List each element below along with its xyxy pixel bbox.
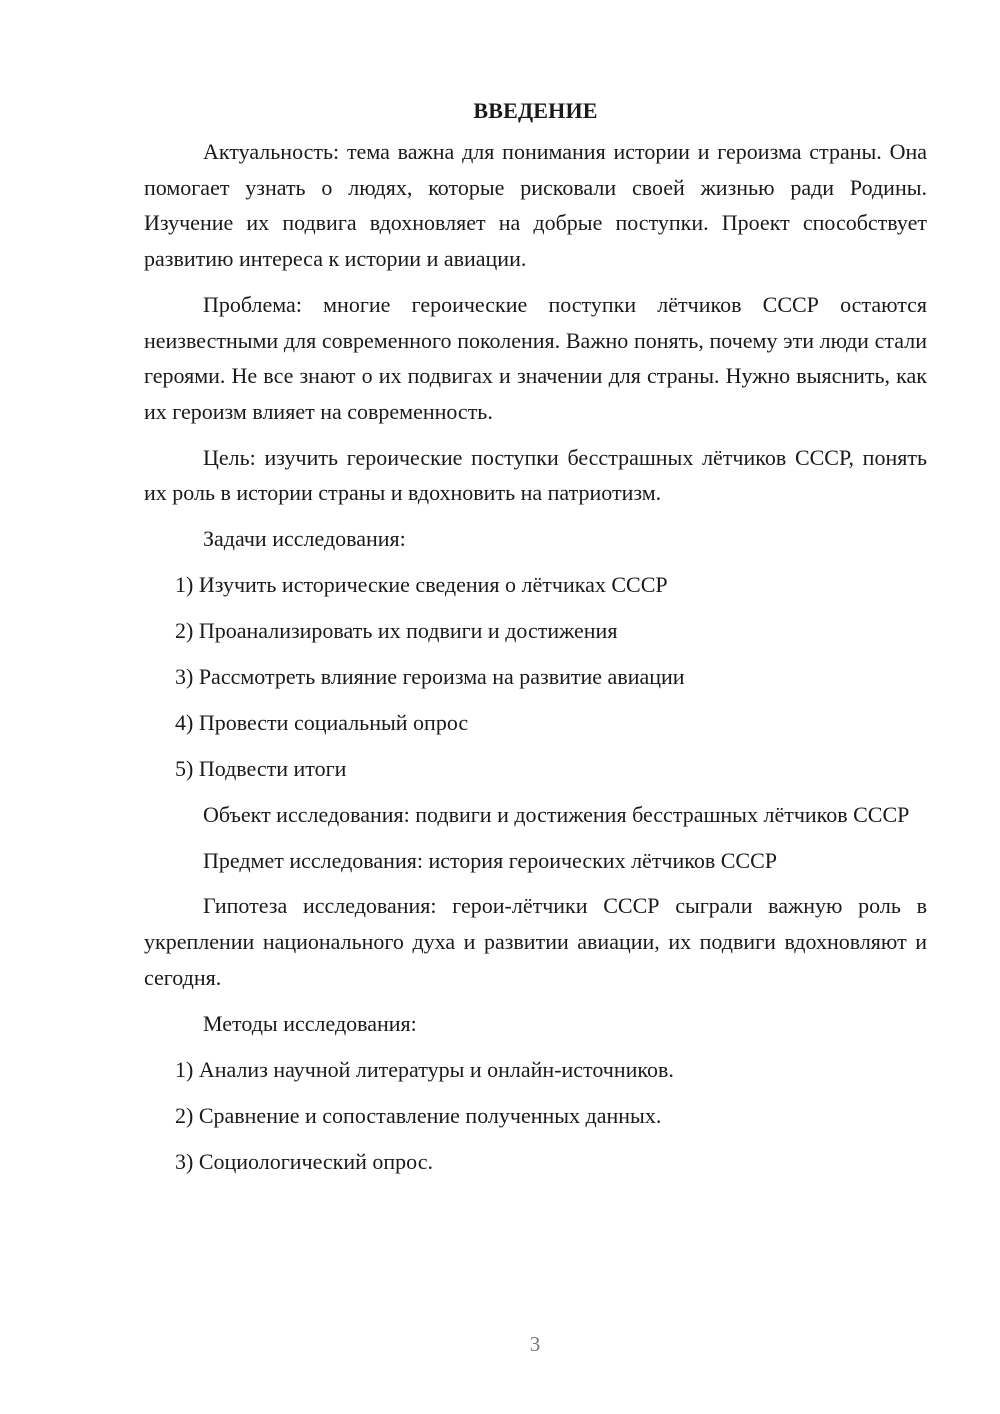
page-content: [144, 96, 927, 1190]
subject-paragraph: Предмет исследования: история героических лётчиков СССР: [203, 847, 777, 873]
list-item: 3) Социологический опрос.: [175, 1148, 433, 1174]
problem-paragraph: Проблема: многие героические поступки лётчиков СССР остаются неизвестными для современного поколения. Важно понять, почему эти люди стали героями. Не все знают о их подвигах и значении для страны. Нужно выяснить, как их героизм влияет на современность.: [144, 291, 927, 424]
goal-paragraph: Цель: изучить героические поступки бесстрашных лётчиков СССР, понять их роль в истории страны и вдохновить на патриотизм.: [144, 444, 927, 506]
hypothesis-paragraph: Гипотеза исследования: герои-лётчики СССР сыграли важную роль в укреплении национального духа и развитии авиации, их подвиги вдохновляют и сегодня.: [144, 893, 927, 990]
list-item: 4) Провести социальный опрос: [175, 710, 469, 736]
page-number: 3: [529, 1332, 541, 1356]
methods-list: [144, 1052, 927, 1180]
list-item: 5) Подвести итоги: [175, 756, 347, 782]
methods-label: Методы исследования:: [203, 1010, 417, 1036]
list-item: 2) Проанализировать их подвиги и достижения: [175, 618, 618, 644]
list-item: 2) Сравнение и сопоставление полученных данных.: [175, 1102, 662, 1128]
object-paragraph: Объект исследования: подвиги и достижения бесстрашных лётчиков СССР: [203, 802, 910, 828]
section-title: ВВЕДЕНИЕ: [473, 98, 598, 123]
tasks-list: [144, 567, 927, 787]
list-item: 1) Анализ научной литературы и онлайн-источников.: [175, 1056, 674, 1082]
list-item: 3) Рассмотреть влияние героизма на развитие авиации: [175, 664, 685, 690]
actuality-paragraph: Актуальность: тема важна для понимания истории и героизма страны. Она помогает узнать о людях, которые рисковали своей жизнью ради Родины. Изучение их подвига вдохновляет на добрые поступки. Проект способствует развитию интереса к истории и авиации.: [144, 139, 927, 272]
tasks-label: Задачи исследования:: [203, 526, 406, 552]
list-item: 1) Изучить исторические сведения о лётчиках СССР: [175, 572, 668, 598]
